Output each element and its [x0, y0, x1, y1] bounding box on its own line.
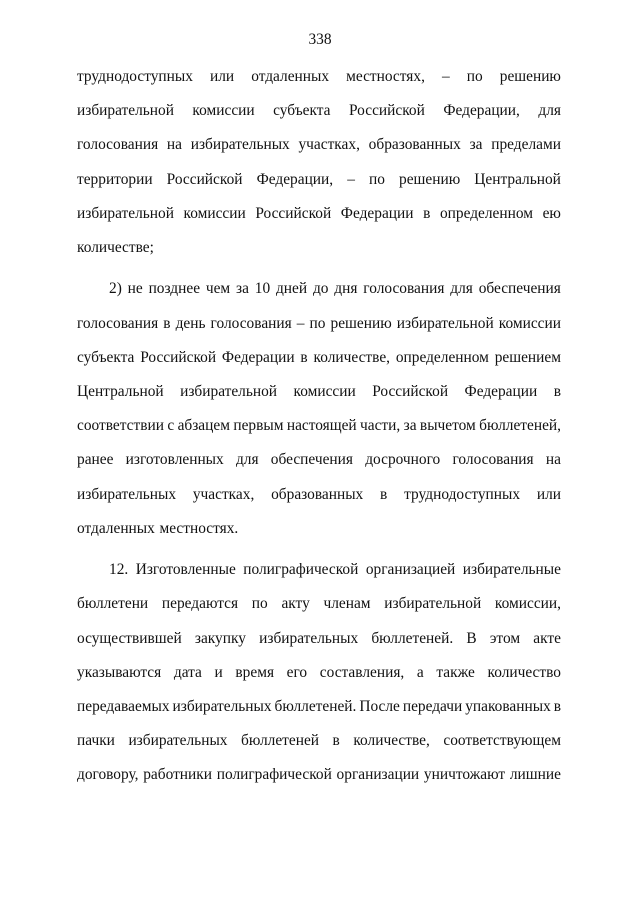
word: избирательных — [259, 629, 359, 647]
word: Российской — [166, 170, 243, 188]
text-line — [77, 628, 561, 662]
word: чем — [205, 280, 231, 298]
word: комиссии — [192, 102, 255, 120]
word: по — [369, 170, 385, 188]
word: на — [166, 136, 182, 154]
word: первым — [233, 417, 284, 435]
word: в — [300, 348, 308, 366]
word: договору, — [77, 766, 139, 784]
word: Федерации — [221, 348, 295, 366]
word: или — [536, 485, 561, 503]
text-line — [77, 415, 561, 449]
word: в — [380, 485, 388, 503]
word: части, — [360, 417, 401, 435]
word: дата — [173, 663, 202, 681]
word: В — [466, 629, 477, 647]
word: Изготовленные — [135, 561, 236, 579]
text-line — [77, 313, 561, 347]
word: избирательных — [172, 697, 272, 715]
word: субъекта — [77, 348, 135, 366]
paragraph-gap — [77, 552, 561, 559]
word: за — [236, 280, 249, 298]
text-line — [77, 203, 561, 237]
word: Федерации, — [443, 102, 520, 120]
word: за — [469, 136, 483, 154]
word: акту — [281, 595, 310, 613]
word: осуществившей — [77, 629, 182, 647]
word: изготовленных — [125, 451, 224, 469]
text-line — [77, 730, 561, 764]
word: избирательной — [396, 314, 494, 332]
word: избирательной — [180, 382, 278, 400]
word: Российской — [140, 348, 217, 366]
text-line — [77, 764, 561, 798]
word: голосования — [77, 314, 159, 332]
word: количестве, — [353, 732, 430, 750]
word: работники — [143, 766, 212, 784]
word: участках, — [192, 485, 255, 503]
word: организацией — [365, 561, 456, 579]
word: местностях. — [159, 519, 239, 537]
word: территории — [77, 170, 153, 188]
paragraph-gap — [77, 271, 561, 278]
text-line — [77, 518, 561, 552]
word: труднодоступных — [77, 68, 193, 85]
word: избирательных — [190, 136, 290, 154]
word: также — [436, 663, 475, 681]
word: избирательной — [77, 102, 174, 120]
word: членам — [323, 595, 371, 613]
word: в — [553, 382, 561, 400]
word: голосования — [452, 451, 534, 469]
word: на — [545, 451, 561, 469]
word: Федерации, — [256, 170, 334, 188]
word: количестве; — [77, 238, 154, 256]
word: бюллетени — [77, 595, 149, 613]
word: Российской — [349, 102, 425, 120]
word: упакованных — [465, 697, 551, 715]
word: или — [209, 68, 235, 85]
word: до — [312, 280, 329, 298]
word: решению — [399, 170, 461, 188]
word: комиссии — [183, 204, 246, 222]
word: обеспечения — [478, 280, 561, 298]
word: бюллетеней — [241, 732, 320, 750]
word: количество — [487, 663, 561, 681]
word: Федерации — [340, 204, 414, 222]
text-line — [77, 593, 561, 627]
word: определенном — [395, 348, 489, 366]
word: абзацем — [177, 417, 230, 435]
word: – — [296, 314, 305, 332]
word: голосования — [363, 280, 445, 298]
word: 2) — [109, 280, 122, 298]
word: избирательные — [462, 561, 561, 579]
word: дня — [334, 280, 358, 298]
word: и — [214, 663, 223, 681]
word: определенном — [439, 204, 533, 222]
word: полиграфической — [216, 766, 332, 784]
text-line — [77, 559, 561, 593]
word: обеспечения — [270, 451, 353, 469]
text-line — [77, 696, 561, 730]
word: избирательной — [77, 204, 174, 222]
word: ею — [542, 204, 561, 222]
text-line — [77, 484, 561, 518]
word: передаваемых — [77, 697, 170, 715]
word: участках, — [298, 136, 360, 154]
text-line — [77, 100, 561, 134]
word: организации — [336, 766, 420, 784]
text-line — [77, 134, 561, 168]
word: а — [416, 663, 424, 681]
word: субъекта — [273, 102, 331, 120]
word: комиссии, — [494, 595, 561, 613]
word: его — [286, 663, 308, 681]
word: бюллетеней. — [274, 697, 357, 715]
word: отдаленных — [77, 519, 155, 537]
text-line — [77, 278, 561, 312]
word: образованных — [368, 136, 461, 154]
word: голосования — [77, 136, 159, 154]
word: труднодоступных — [404, 485, 521, 503]
word: полиграфической — [243, 561, 359, 579]
word: по — [309, 314, 326, 332]
word: уничтожают — [423, 766, 506, 784]
text-line — [77, 449, 561, 483]
word: настоящей — [286, 417, 357, 435]
word: После — [359, 697, 400, 715]
word: избирательной — [384, 595, 482, 613]
page-number: 338 — [308, 31, 332, 48]
word: бюллетеней, — [479, 417, 561, 435]
word: в — [553, 697, 561, 715]
word: избирательных — [77, 485, 177, 503]
word: по — [251, 595, 268, 613]
text-line — [77, 381, 561, 415]
word: 10 — [254, 280, 271, 298]
document-body — [77, 66, 561, 799]
word: передачи — [402, 697, 463, 715]
word: в — [163, 314, 171, 332]
word: не — [127, 280, 143, 298]
word: количестве, — [313, 348, 391, 366]
word: для — [235, 451, 259, 469]
word: решению — [330, 314, 392, 332]
word: пределами — [491, 136, 561, 154]
text-line — [77, 237, 561, 271]
word: передаются — [161, 595, 239, 613]
word: голосования — [210, 314, 292, 332]
word: Российской — [372, 382, 449, 400]
text-line — [77, 347, 561, 381]
word: Федерации — [464, 382, 538, 400]
word: акте — [533, 629, 561, 647]
word: 12. — [109, 561, 129, 579]
word: лишние — [509, 766, 561, 784]
word: в — [332, 732, 340, 750]
paragraph — [77, 278, 561, 552]
word: в — [423, 204, 431, 222]
word: позднее — [148, 280, 201, 298]
word: отдаленных — [251, 68, 330, 85]
text-line — [77, 66, 561, 100]
word: Центральной — [474, 170, 561, 188]
paragraph — [77, 66, 561, 271]
word: Центральной — [77, 382, 164, 400]
word: соответствующем — [443, 732, 561, 750]
word: для — [450, 280, 473, 298]
word: – — [441, 68, 450, 85]
word: для — [538, 102, 561, 120]
word: по — [466, 68, 483, 85]
word: бюллетеней. — [371, 629, 454, 647]
paragraph — [77, 559, 561, 798]
word: этом — [489, 629, 521, 647]
word: соответствии — [77, 417, 164, 435]
word: местностях, — [346, 68, 425, 85]
word: – — [347, 170, 355, 188]
word: Российской — [255, 204, 332, 222]
word: пачки — [77, 732, 115, 750]
word: образованных — [271, 485, 364, 503]
word: за — [403, 417, 417, 435]
word: время — [235, 663, 275, 681]
word: досрочного — [365, 451, 441, 469]
word: дней — [275, 280, 308, 298]
word: комиссии — [293, 382, 356, 400]
word: решением — [494, 348, 561, 366]
word: указываются — [77, 663, 162, 681]
text-line — [77, 169, 561, 203]
word: ранее — [77, 451, 114, 469]
word: день — [175, 314, 206, 332]
word: закупку — [194, 629, 246, 647]
word: решению — [499, 68, 561, 85]
text-line — [77, 662, 561, 696]
word: вычетом — [419, 417, 476, 435]
word: с — [167, 417, 175, 435]
word: избирательных — [128, 732, 228, 750]
word: составления, — [319, 663, 405, 681]
word: комиссии — [498, 314, 561, 332]
